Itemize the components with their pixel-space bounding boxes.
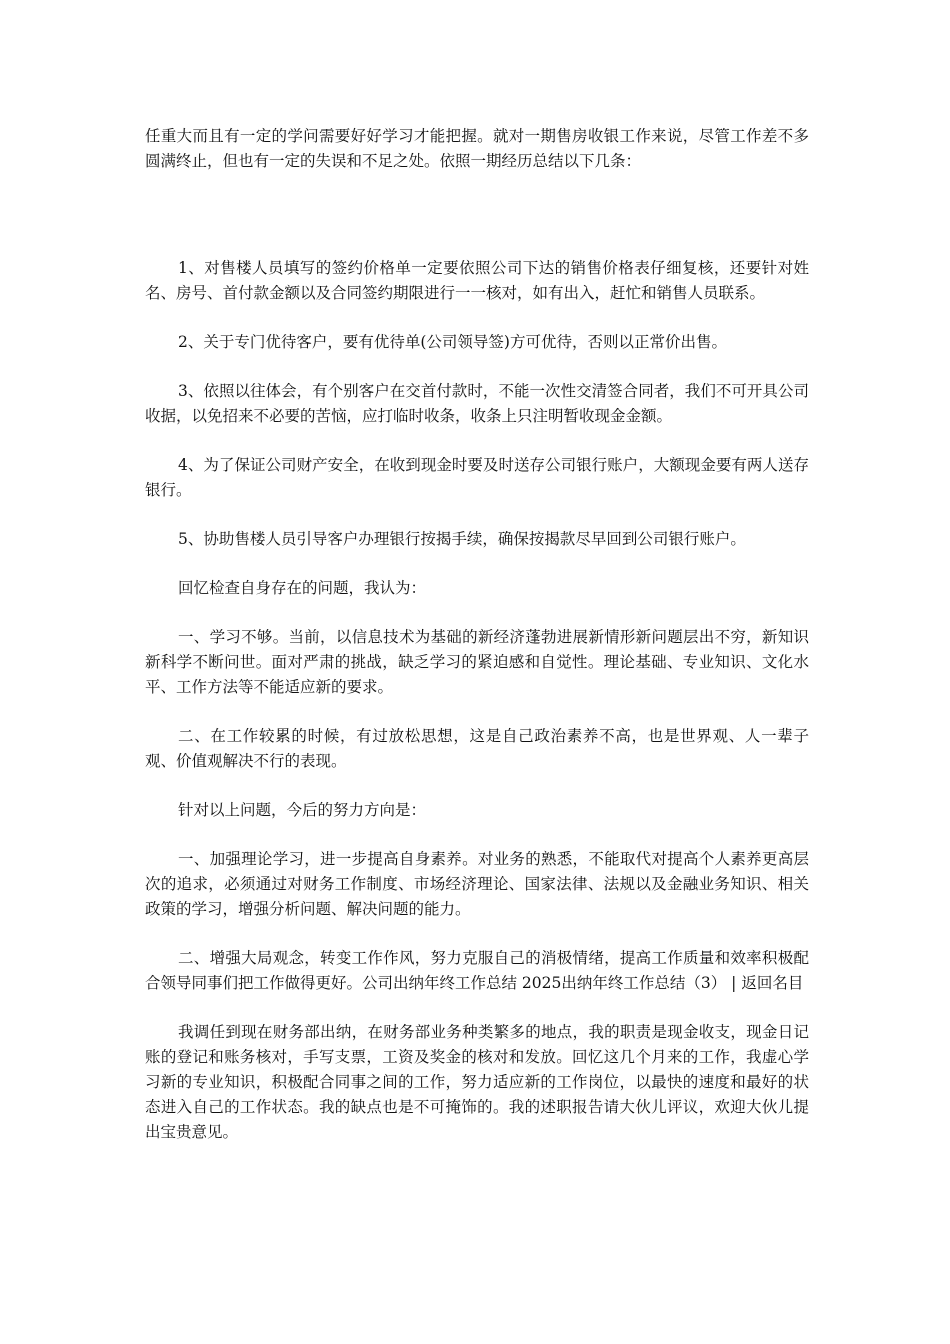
paragraph-report-summary: 我调任到现在财务部出纳，在财务部业务种类繁多的地点，我的职责是现金收支，现金日记账的登记和账务核对，手写支票，工资及奖金的核对和发放。回忆这几个月来的工作，我虚心学习新的专业知识，积极配合同事之间的工作，努力适应新的工作岗位，以最快的速度和最好的状态进入自己的工作状态。我的缺点也是不可掩饰的。我的述职报告请大伙儿评议，欢迎大伙儿提出宝贵意见。 [145, 1023, 809, 1141]
paragraph-item-2: 2、关于专门优待客户，要有优待单(公司领导签)方可优待，否则以正常价出售。 [178, 333, 727, 351]
paragraph-item-3: 3、依照以往体会，有个别客户在交首付款时，不能一次性交清签合同者，我们不可开具公司收据，以免招来不必要的苦恼，应打临时收条，收条上只注明暂收现金金额。 [145, 382, 809, 425]
paragraph-self-review: 回忆检查自身存在的问题，我认为： [178, 579, 427, 597]
paragraph-direction-intro: 针对以上问题，今后的努力方向是： [178, 801, 427, 819]
paragraph-item-4: 4、为了保证公司财产安全，在收到现金时要及时送存公司银行账户，大额现金要有两人送存银行。 [145, 456, 809, 499]
paragraph-item-5: 5、协助售楼人员引导客户办理银行按揭手续，确保按揭款尽早回到公司银行账户。 [178, 530, 746, 548]
paragraph-direction-2: 二、增强大局观念，转变工作作风，努力克服自己的消极情绪，提高工作质量和效率积极配合领导同事们把工作做得更好。公司出纳年终工作总结 2025出纳年终工作总结（3） | 返回名目 [145, 949, 809, 992]
paragraph-problem-2: 二、在工作较累的时候，有过放松思想，这是自己政治素养不高，也是世界观、人一辈子观、价值观解决不行的表现。 [145, 727, 809, 770]
paragraph-direction-1: 一、加强理论学习，进一步提高自身素养。对业务的熟悉，不能取代对提高个人素养更高层次的追求，必须通过对财务工作制度、市场经济理论、国家法律、法规以及金融业务知识、相关政策的学习，增强分析问题、解决问题的能力。 [145, 850, 809, 918]
paragraph-intro: 任重大而且有一定的学问需要好好学习才能把握。就对一期售房收银工作来说，尽管工作差不多圆满终止，但也有一定的失误和不足之处。依照一期经历总结以下几条： [145, 127, 809, 170]
paragraph-problem-1: 一、学习不够。当前，以信息技术为基础的新经济蓬勃进展新情形新问题层出不穷，新知识新科学不断问世。面对严肃的挑战，缺乏学习的紧迫感和自觉性。理论基础、专业知识、文化水平、工作方法等不能适应新的要求。 [145, 628, 809, 696]
document-body [145, 124, 809, 1145]
paragraph-item-1: 1、对售楼人员填写的签约价格单一定要依照公司下达的销售价格表仔细复核，还要针对姓名、房号、首付款金额以及合同签约期限进行一一核对，如有出入，赶忙和销售人员联系。 [145, 259, 809, 302]
